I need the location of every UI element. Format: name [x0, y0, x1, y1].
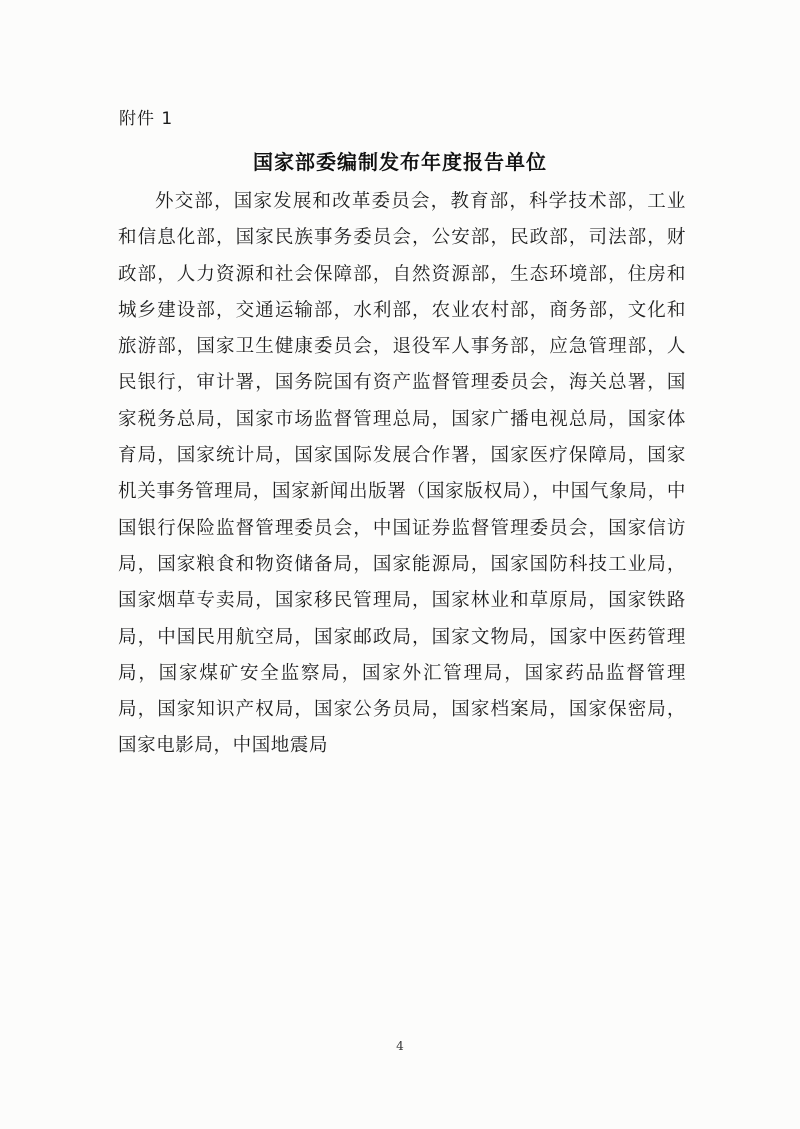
page-number: 4 — [396, 1039, 404, 1053]
attachment-label: 附件 1 — [119, 109, 174, 129]
document-title: 国家部委编制发布年度报告单位 — [253, 150, 547, 174]
document-body: 外交部，国家发展和改革委员会，教育部，科学技术部，工业和信息化部，国家民族事务委员会，公安部，民政部，司法部，财政部，人力资源和社会保障部，自然资源部，生态环境部，住房和城乡建设部，交通运输部，水利部，农业农村部，商务部，文化和旅游部，国家卫生健康委员会，退役军人事务部，应急管理部，人民银行，审计署，国务院国有资产监督管理委员会，海关总署，国家税务总局，国家市场监督管理总局，国家广播电视总局，国家体育局，国家统计局，国家国际发展合作署，国家医疗保障局，国家机关事务管理局，国家新闻出版署（国家版权局），中国气象局，中国银行保险监督管理委员会，中国证券监督管理委员会，国家信访局，国家粮食和物资储备局，国家能源局，国家国防科技工业局，国家烟草专卖局，国家移民管理局，国家林业和草原局，国家铁路局，中国民用航空局，国家邮政局，国家文物局，国家中医药管理局，国家煤矿安全监察局，国家外汇管理局，国家药品监督管理局，国家知识产权局，国家公务员局，国家档案局，国家保密局，国家电影局，中国地震局 — [118, 191, 686, 757]
